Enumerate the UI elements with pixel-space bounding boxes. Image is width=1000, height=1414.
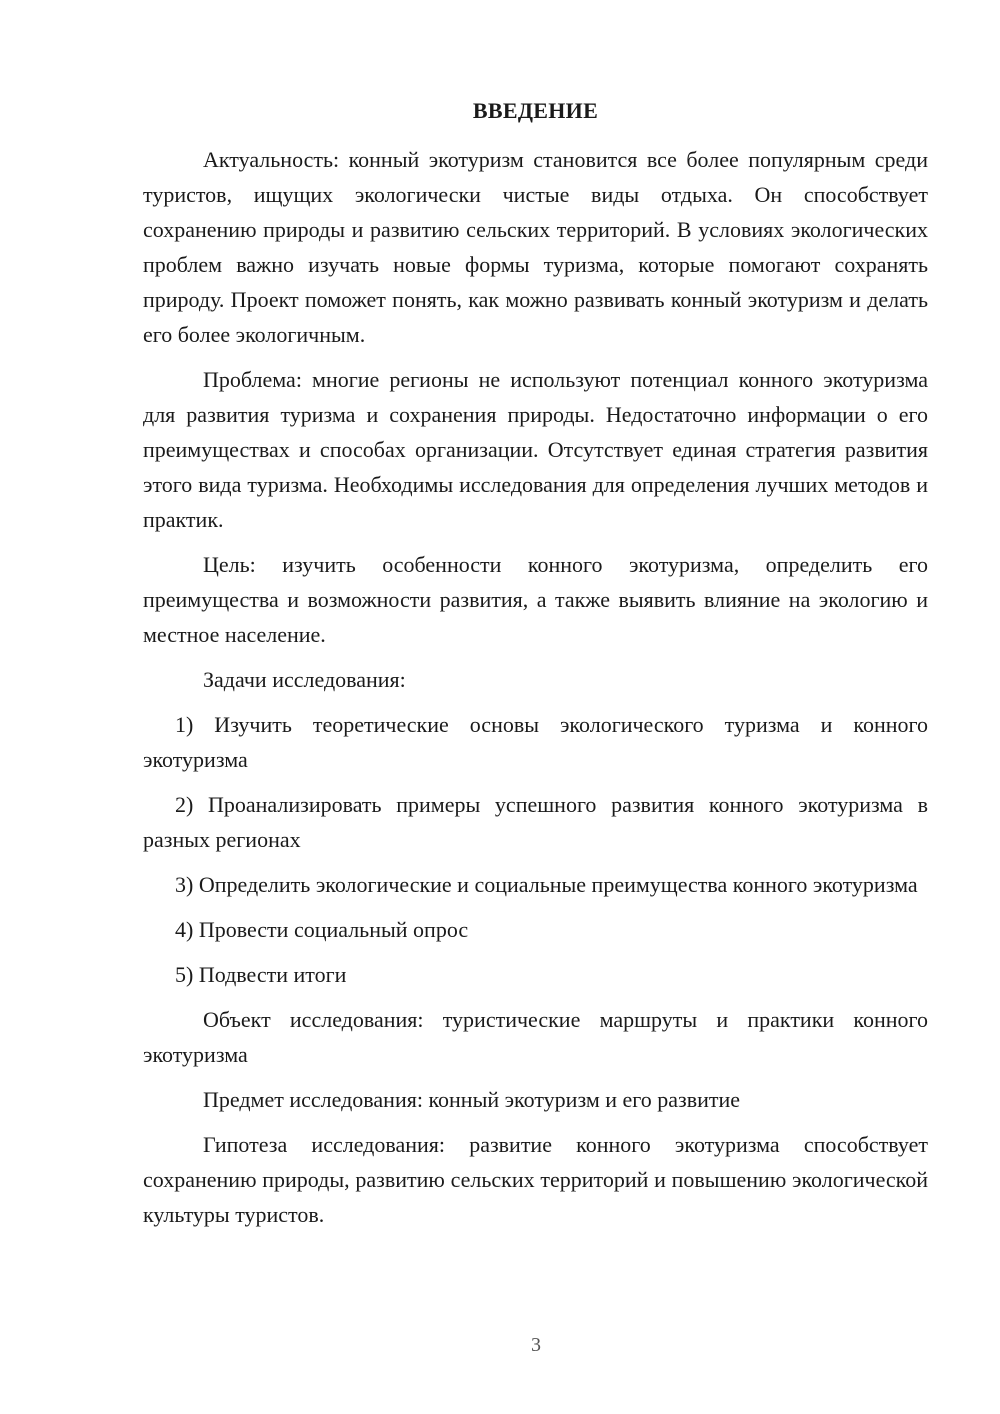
page-title: ВВЕДЕНИЕ: [472, 98, 599, 123]
object-paragraph: Объект исследования: туристические маршруты и практики конного экотуризма: [143, 1007, 928, 1067]
tasks-heading: Задачи исследования:: [203, 667, 406, 692]
relevance-paragraph: Актуальность: конный экотуризм становится все более популярным среди туристов, ищущих экологически чистые виды отдыха. Он способствует сохранению природы и развитию сельских территорий. В условиях экологических проблем важно изучать новые формы туризма, которые помогают сохранять природу. Проект поможет понять, как можно развивать конный экотуризм и делать его более экологичным.: [143, 147, 928, 347]
task-item: 5) Подвести итоги: [175, 962, 347, 987]
task-item: 4) Провести социальный опрос: [175, 917, 469, 942]
hypothesis-paragraph: Гипотеза исследования: развитие конного экотуризма способствует сохранению природы, развитию сельских территорий и повышению экологической культуры туристов.: [143, 1132, 928, 1227]
document-page: [143, 96, 928, 1242]
task-item: 1) Изучить теоретические основы экологического туризма и конного экотуризма: [143, 712, 928, 772]
goal-paragraph: Цель: изучить особенности конного экотуризма, определить его преимущества и возможности развития, а также выявить влияние на экологию и местное население.: [143, 552, 928, 647]
task-item: 2) Проанализировать примеры успешного развития конного экотуризма в разных регионах: [143, 792, 928, 852]
page-number: 3: [531, 1334, 541, 1356]
task-item: 3) Определить экологические и социальные преимущества конного экотуризма: [175, 872, 918, 897]
problem-paragraph: Проблема: многие регионы не используют потенциал конного экотуризма для развития туризма и сохранения природы. Недостаточно информации о его преимуществах и способах организации. Отсутствует единая стратегия развития этого вида туризма. Необходимы исследования для определения лучших методов и практик.: [143, 367, 928, 532]
subject-paragraph: Предмет исследования: конный экотуризм и его развитие: [203, 1087, 741, 1112]
